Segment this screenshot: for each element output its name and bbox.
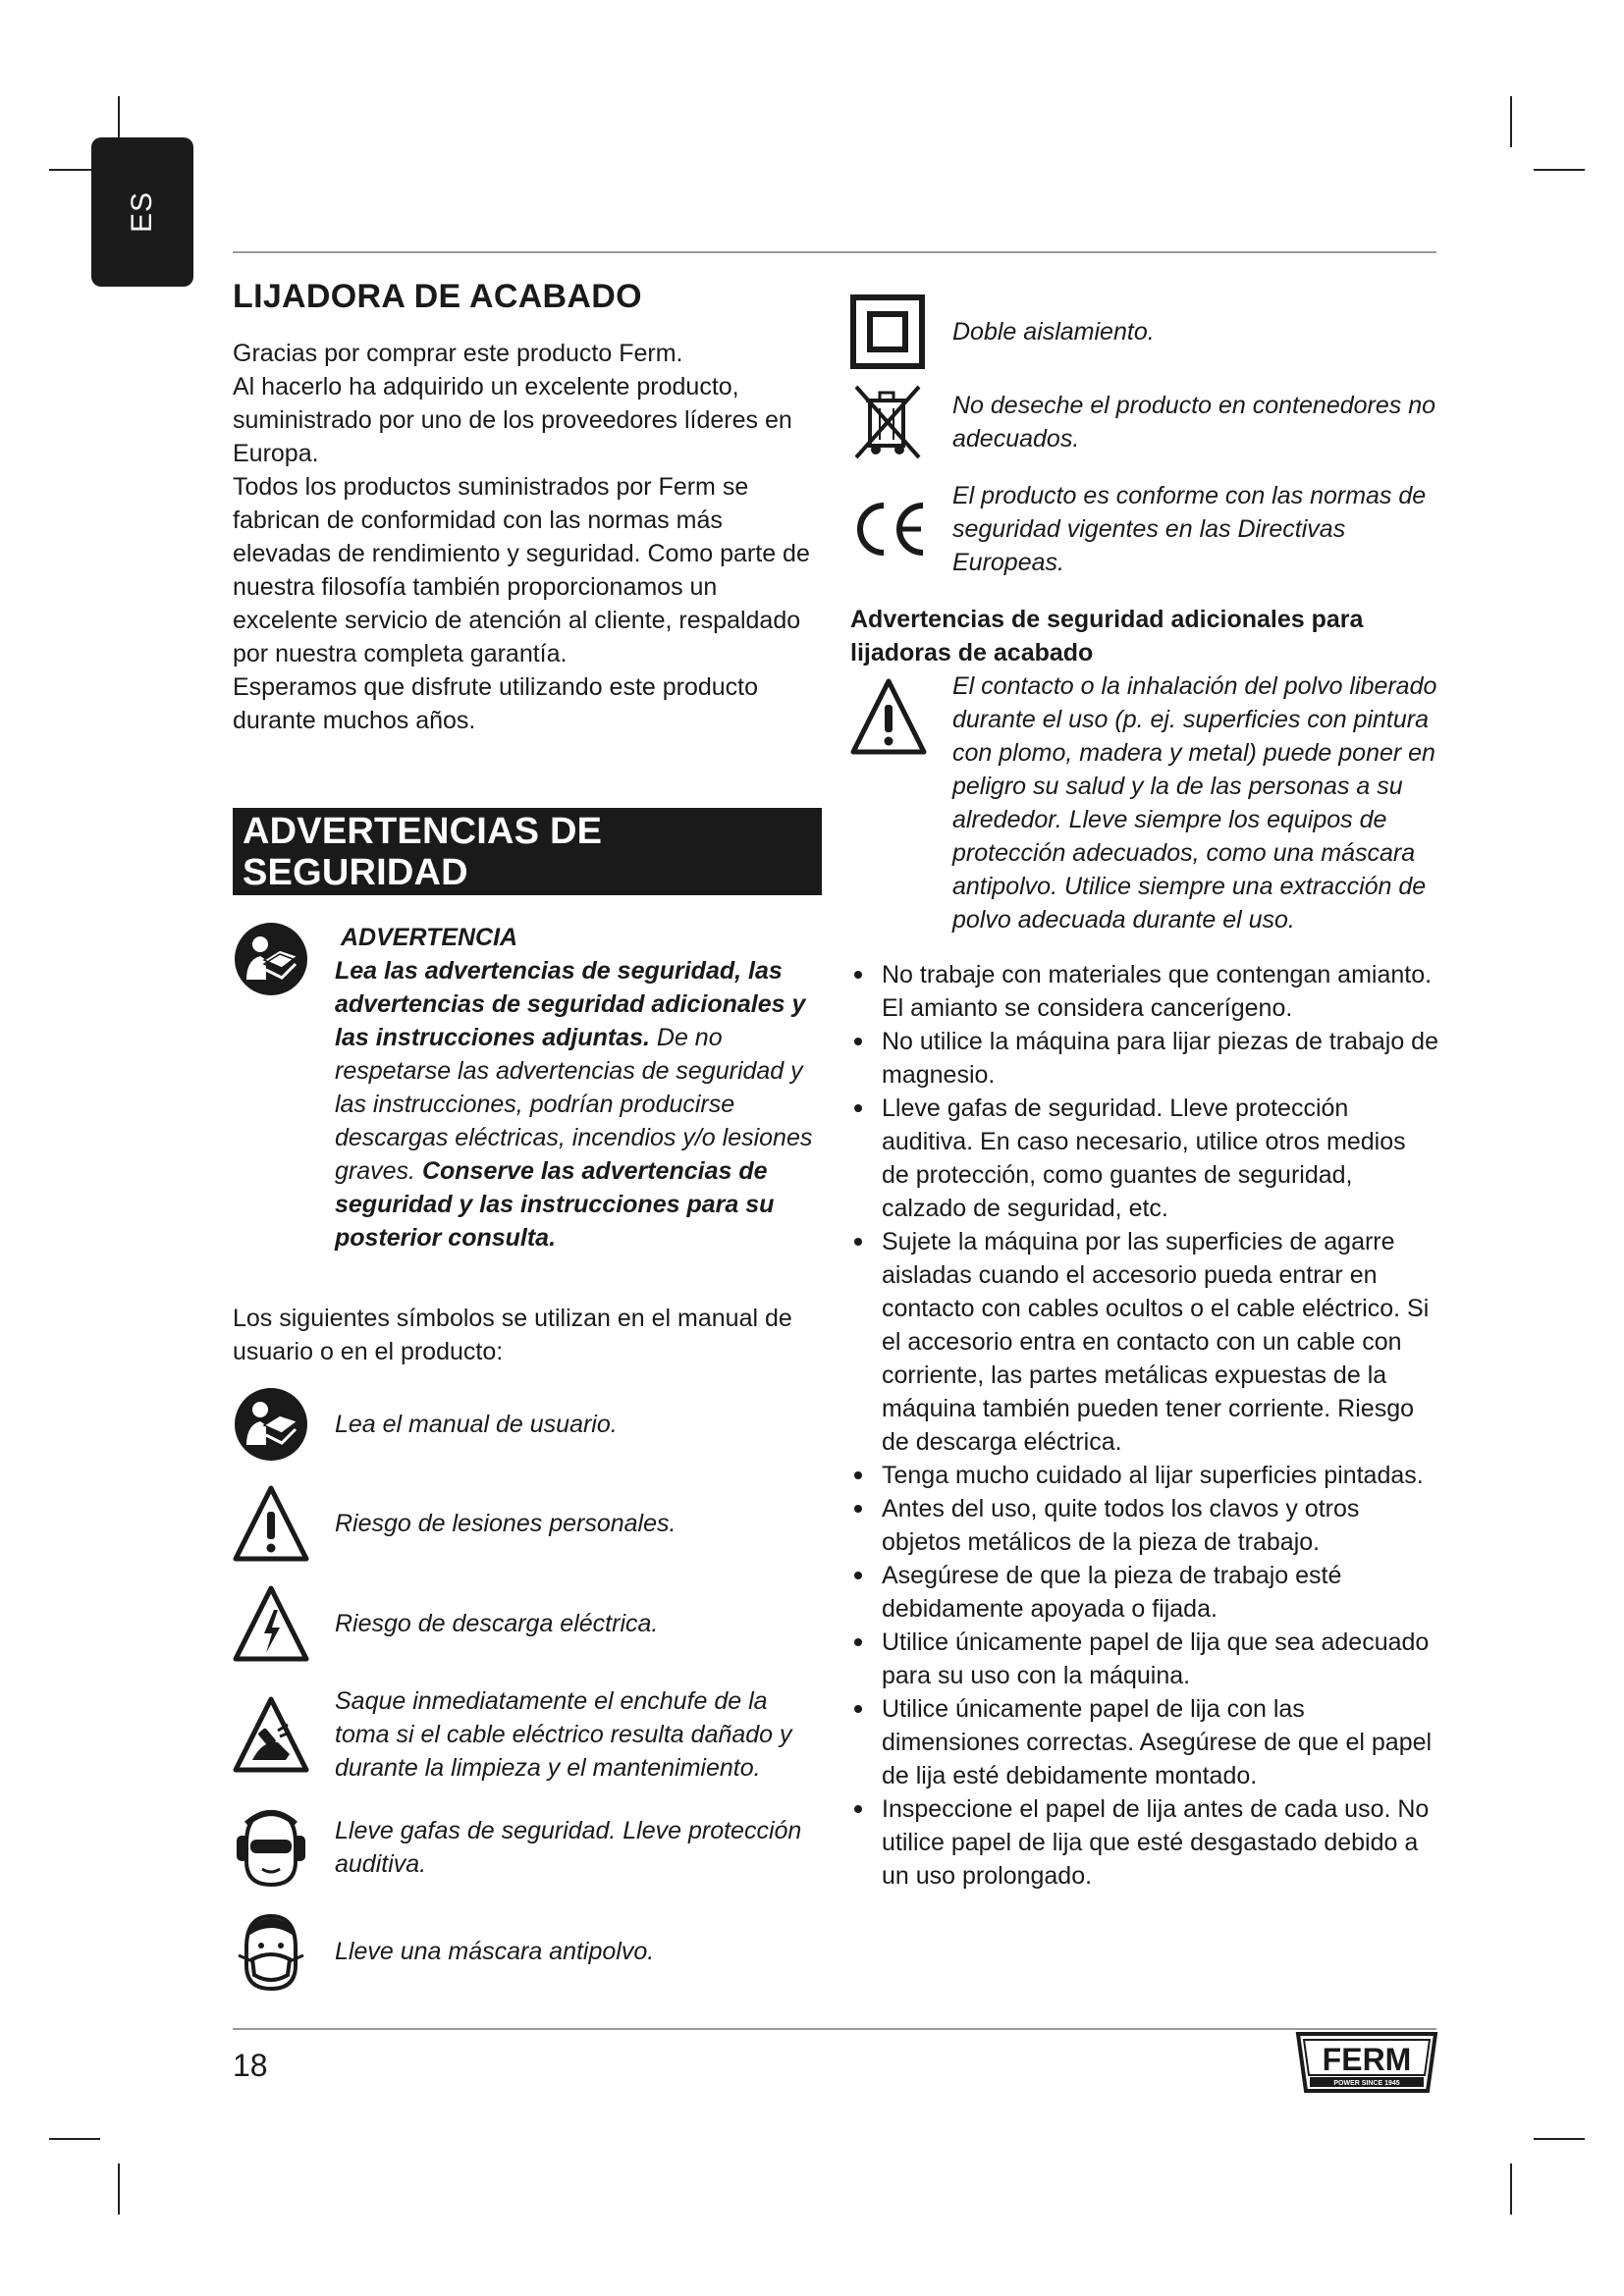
goggles-ear-protection-icon [233,1806,315,1889]
unplug-icon [233,1695,315,1774]
list-item: Tenga mucho cuidado al lijar superficies pintadas. [850,1459,1439,1492]
left-column [233,280,822,2014]
symbol-shock [233,1584,822,1663]
right-column [850,294,1439,1893]
symbol-unplug [233,1684,822,1785]
warning-bold-1: Lea las advertencias de seguridad, las advertencias de seguridad adicionales y las instrucciones adjuntas. [335,957,806,1051]
language-tab [91,137,193,287]
symbol-disposal [850,383,1439,461]
intro-text [233,337,822,737]
crop-mark [1510,2163,1512,2215]
warning-text [335,954,822,1255]
safety-bullet-list [850,958,1439,1893]
dust-warning-block [850,669,1439,936]
symbol-text: Lleve gafas de seguridad. Lleve protección auditiva. [335,1817,802,1878]
list-item: No trabaje con materiales que contengan amianto. El amianto se considera cancerígeno. [850,958,1439,1025]
electric-shock-icon [233,1584,315,1663]
intro-paragraph: Al hacerlo ha adquirido un excelente producto, suministrado por uno de los proveedores líderes en Europa. [233,373,792,467]
list-item: Antes del uso, quite todos los clavos y otros objetos metálicos de la pieza de trabajo. [850,1492,1439,1559]
symbol-text: Lleve una máscara antipolvo. [335,1938,655,1965]
symbol-text: Lea el manual de usuario. [335,1411,618,1438]
symbol-mask [233,1910,822,1993]
page-number: 18 [233,2048,268,2083]
symbol-double-insulation [850,294,1439,369]
symbol-text: No deseche el producto en contenedores no adecuados. [952,392,1436,453]
list-item: Inspeccione el papel de lija antes de cada uso. No utilice papel de lija que esté desgastado debido a un uso prolongado. [850,1792,1439,1893]
dust-mask-icon [233,1910,315,1993]
symbol-text: Doble aislamiento. [952,318,1155,346]
ferm-logo [1294,2030,1439,2100]
symbol-text: El producto es conforme con las normas de seguridad vigentes en las Directivas Europeas. [952,482,1427,576]
symbol-text: Saque inmediatamente el enchufe de la toma si el cable eléctrico resulta dañado y durante la limpieza y el mantenimiento. [335,1687,792,1782]
warning-bold-2: Conserve las advertencias de seguridad y las instrucciones para su posterior consulta. [335,1157,775,1252]
dust-warning-text: El contacto o la inhalación del polvo liberado durante el uso (p. ej. superficies con pintura con plomo, madera y metal) puede poner en peligro su salud y la de las personas a su alrededor. Lleve siempre los equipos de protección adecuados, como una máscara antipolvo. Utilice siempre una extracción de polvo adecuada durante el uso. [952,672,1437,934]
language-code: ES [126,190,158,234]
crop-mark [118,2163,120,2215]
warning-triangle-icon [233,1484,315,1563]
logo-tagline: POWER SINCE 1945 [1333,2080,1400,2087]
warning-normal: De no respetarse las advertencias de seguridad y las instrucciones, podrían producirse descargas eléctricas, incendios y/o lesiones graves. [335,1024,813,1185]
header-rule [233,251,1436,253]
list-item: Utilice únicamente papel de lija que sea adecuado para su uso con la máquina. [850,1626,1439,1692]
read-manual-icon [233,1386,315,1463]
ce-mark-icon [850,500,933,559]
warning-triangle-icon [850,669,933,756]
crop-mark [1510,96,1512,147]
symbols-intro: Los siguientes símbolos se utilizan en el manual de usuario o en el producto: [233,1305,792,1365]
crossed-bin-icon [850,383,933,461]
section-title: ADVERTENCIAS DE SEGURIDAD [233,808,822,895]
intro-paragraph: Gracias por comprar este producto Ferm. [233,340,683,367]
symbol-injury [233,1484,822,1563]
symbol-goggles [233,1806,822,1889]
intro-paragraph: Todos los productos suministrados por Ferm se fabrican de conformidad con las normas más elevadas de rendimiento y seguridad. Como parte de nuestra filosofía también proporcionamos un excelente servicio de atención al cliente, respaldado por nuestra completa garantía. [233,473,810,667]
symbol-text: Riesgo de descarga eléctrica. [335,1610,659,1637]
logo-wordmark: FERM [1322,2042,1412,2077]
footer-rule [233,2028,1436,2030]
list-item: Utilice únicamente papel de lija con las dimensiones correctas. Asegúrese de que el papel de lija esté debidamente montado. [850,1692,1439,1792]
list-item: No utilice la máquina para lijar piezas de trabajo de magnesio. [850,1025,1439,1092]
double-insulation-icon [850,294,933,369]
crop-mark [1534,2138,1585,2140]
list-item: Sujete la máquina por las superficies de agarre aisladas cuando el accesorio pueda entrar en contacto con cables ocultos o el cable eléctrico. Si el accesorio entra en contacto con un cable con corriente, las partes metálicas expuestas de la máquina también pueden tener corriente. Riesgo de descarga eléctrica. [850,1225,1439,1459]
page-title: LIJADORA DE ACABADO [233,278,642,315]
list-item: Lleve gafas de seguridad. Lleve protección auditiva. En caso necesario, utilice otros medios de protección, como guantes de seguridad, calzado de seguridad, etc. [850,1092,1439,1225]
symbol-manual [233,1386,822,1463]
warning-heading: ADVERTENCIA [341,924,518,951]
read-manual-icon [233,921,315,997]
crop-mark [49,2138,100,2140]
warning-block [233,921,822,1255]
intro-paragraph: Esperamos que disfrute utilizando este producto durante muchos años. [233,673,759,734]
crop-mark [1534,169,1585,171]
symbol-text: Riesgo de lesiones personales. [335,1510,677,1537]
symbol-ce [850,479,1439,579]
additional-warnings-heading: Advertencias de seguridad adicionales para lijadoras de acabado [850,606,1364,667]
list-item: Asegúrese de que la pieza de trabajo esté debidamente apoyada o fijada. [850,1559,1439,1626]
